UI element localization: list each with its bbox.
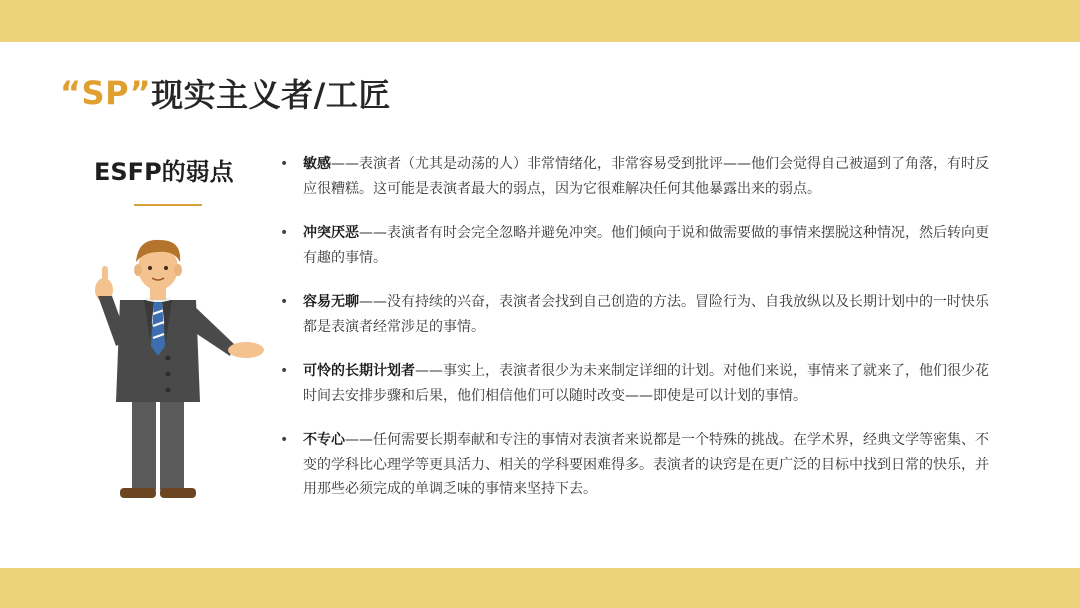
list-item: [278, 428, 998, 502]
bullet: •: [280, 225, 289, 241]
subtitle-underline: [134, 204, 202, 206]
right-shoe: [160, 488, 196, 498]
weakness-term: 冲突厌恶: [303, 225, 359, 241]
section-subtitle: ESFP的弱点: [94, 158, 234, 186]
weakness-list: [278, 152, 998, 522]
top-decor-band: [0, 0, 1080, 42]
list-item: [278, 152, 998, 201]
slide-title-sp: “SP”: [60, 74, 152, 112]
right-leg: [160, 396, 184, 490]
weakness-term: 容易无聊: [303, 294, 359, 310]
businessman-pointing-illustration: [84, 232, 274, 502]
left-shoe: [120, 488, 156, 498]
weakness-term: 不专心: [303, 432, 345, 448]
bullet: •: [280, 432, 289, 448]
weakness-description: ——没有持续的兴奋，表演者会找到自己创造的方法。冒险行为、自我放纵以及长期计划中的一时快乐都是表演者经常涉足的事情。: [303, 294, 989, 335]
bullet: •: [280, 156, 289, 172]
slide-title: [60, 68, 391, 118]
list-item: [278, 359, 998, 408]
bullet: •: [280, 363, 289, 379]
weakness-term: 敏感: [303, 156, 331, 172]
weakness-description: ——表演者有时会完全忽略并避免冲突。他们倾向于说和做需要做的事情来摆脱这种情况，然后转向更有趣的事情。: [303, 225, 989, 266]
open-palm: [228, 342, 264, 358]
weakness-description: ——表演者（尤其是动荡的人）非常情绪化，非常容易受到批评——他们会觉得自己被逼到了角落，有时反应很糟糕。这可能是表演者最大的弱点，因为它很难解决任何其他暴露出来的弱点。: [303, 156, 989, 197]
bullet: •: [280, 294, 289, 310]
bottom-decor-band: [0, 568, 1080, 608]
weakness-description: ——任何需要长期奉献和专注的事情对表演者来说都是一个特殊的挑战。在学术界，经典文学等密集、不变的学科比心理学等更具活力、相关的学科要困难得多。表演者的诀窍是在更广泛的目标中找到日常的快乐，并用那些必须完成的单调乏味的事情来坚持下去。: [303, 432, 989, 497]
slide-title-text: 现实主义者/工匠: [151, 76, 391, 114]
left-leg: [132, 396, 156, 490]
weakness-description: ——事实上，表演者很少为未来制定详细的计划。对他们来说，事情来了就来了，他们很少花时间去安排步骤和后果，他们相信他们可以随时改变——即使是可以计划的事情。: [303, 363, 989, 404]
list-item: [278, 221, 998, 270]
weakness-term: 可怜的长期计划者: [303, 363, 415, 379]
list-item: [278, 290, 998, 339]
